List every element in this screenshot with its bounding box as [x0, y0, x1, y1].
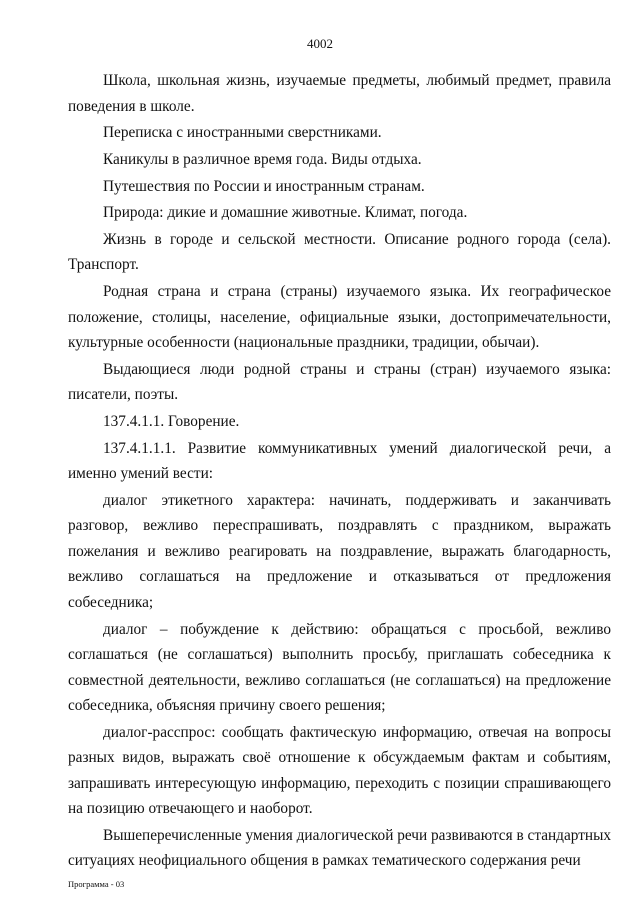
footer-label: Программа - 03 — [68, 879, 125, 889]
paragraph-city-life: Жизнь в городе и сельской местности. Описание родного города (села). Транспорт. — [68, 230, 611, 274]
section-heading-speaking: 137.4.1.1. Говорение. — [103, 413, 240, 430]
paragraph-native-country: Родная страна и страна (страны) изучаемого языка. Их географическое положение, столицы, население, официальные языки, достопримечательности, культурные особенности (национальные праздники, традиции, обычаи). — [68, 283, 611, 352]
paragraph-nature: Природа: дикие и домашние животные. Климат, погода. — [103, 204, 468, 222]
paragraph-famous-people: Выдающиеся люди родной страны и страны (стран) изучаемого языка: писатели, поэты. — [68, 360, 611, 404]
paragraph-inquiry-dialogue: диалог-расспрос: сообщать фактическую информацию, отвечая на вопросы разных видов, выражать своё отношение к обсуждаемым фактам и событиям, запрашивать интересующую информацию, переходить с позиции спрашивающего на позицию отвечающего и наоборот. — [68, 723, 611, 818]
page-number: 4002 — [307, 36, 333, 51]
document-body — [68, 68, 611, 874]
paragraph-etiquette-dialogue: диалог этикетного характера: начинать, поддерживать и заканчивать разговор, вежливо переспрашивать, поздравлять с праздником, выражать пожелания и вежливо реагировать на поздравление, выражать благодарность, вежливо соглашаться на предложение и отказываться от предложения собеседника; — [68, 491, 611, 611]
paragraph-correspondence: Переписка с иностранными сверстниками. — [103, 124, 382, 142]
subsection-dialogue-skills: 137.4.1.1.1. Развитие коммуникативных умений диалогической речи, а именно умений вести: — [68, 439, 611, 483]
paragraph-dialogue-summary: Вышеперечисленные умения диалогической речи развиваются в стандартных ситуациях неофициального общения в рамках тематического содержания речи — [68, 826, 611, 870]
paragraph-holidays: Каникулы в различное время года. Виды отдыха. — [103, 150, 422, 168]
paragraph-school-life: Школа, школьная жизнь, изучаемые предметы, любимый предмет, правила поведения в школе. — [68, 72, 611, 115]
paragraph-travel: Путешествия по России и иностранным странам. — [103, 177, 425, 195]
paragraph-motivation-dialogue: диалог – побуждение к действию: обращаться с просьбой, вежливо соглашаться (не соглашаться) выполнить просьбу, приглашать собеседника к совместной деятельности, вежливо соглашаться (не соглашаться) на предложение собеседника, объясняя причину своего решения; — [68, 620, 611, 715]
